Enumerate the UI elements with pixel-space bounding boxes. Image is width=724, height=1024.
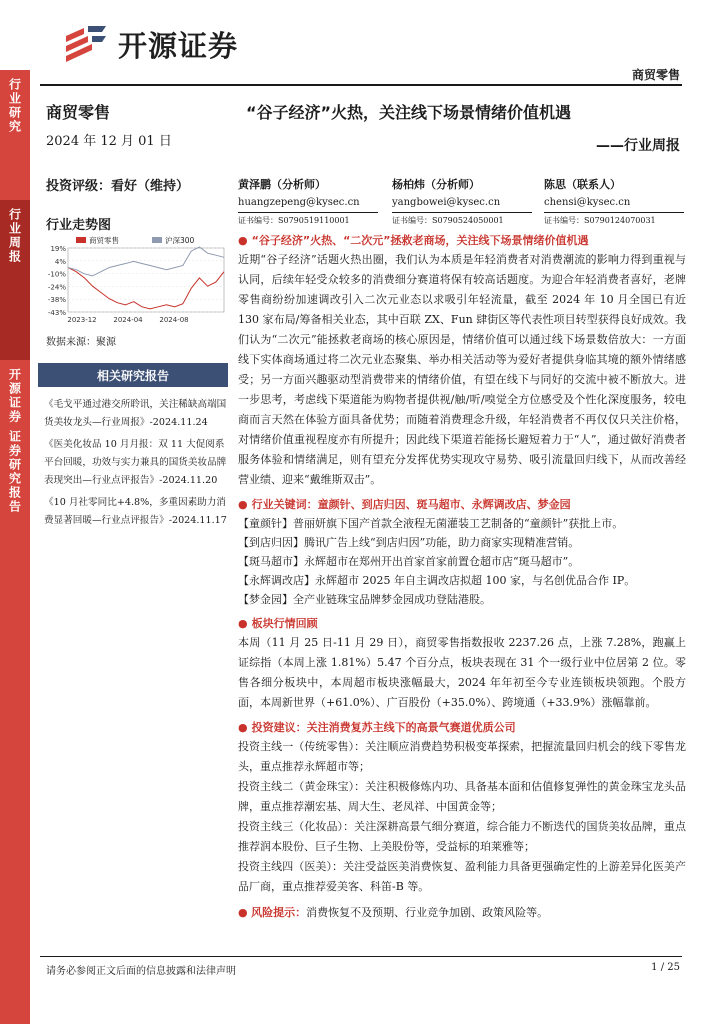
bullet-icon: ● xyxy=(238,498,248,511)
side-label-research: 行业研究 xyxy=(0,70,30,200)
chart-frame xyxy=(68,248,224,312)
main-title: “谷子经济”火热，关注线下场景情绪价值机遇 xyxy=(246,103,572,122)
trend-chart xyxy=(38,234,228,328)
x-tick-label: 2023-12 xyxy=(67,316,97,324)
bullet-icon: ● xyxy=(238,234,248,247)
keyword-item: 【永辉调改店】永辉超市 2025 年自主调改店拟超 100 家，与名创优品合作 IP。 xyxy=(238,574,636,587)
legend-label: 沪深300 xyxy=(165,236,195,245)
legend-swatch xyxy=(152,237,162,243)
logo xyxy=(62,22,282,66)
section-paragraph: 近期“谷子经济”话题火热出圈，我们认为本质是年轻消费者对消费潮流的影响力得到重视与认同，后续年轻受众较多的消费细分赛道将保有较高话题度。为迎合年轻消费者喜好，老牌零售商纷纷加速调改引入二次元业态以求吸引年轻流量，截至 2024 年 10 月全国已有近 130 家布局/筹备相关业态，其中百联 ZX、Fun 肆街区等代表性项目转型获得良好成效。我们认为“二次元”能拯救老商场的核心原因是，情绪价值可以通过线下场景数倍放大：一方面线下实体商场通过将二次元业态聚集、举办相关活动等为爱好者提供身临其境的额外情绪感受；另一方面兴趣驱动型消费带来的情绪价值，有望在线下与同好的交流中被不断放大。进一步思考，考虑线下渠道能为购物者提供视/触/听/嗅觉全方位感受及个性化深度服务，较电商而言天然在体验方面具备优势；而随着消费理念升级，年轻消费者不再仅仅只关注价格，对情绪价值重视程度亦有所提升；因此线下渠道若能扬长避短着力于“人”，通过做好消费者服务体验和情绪满足，则有望充分发挥优势实现攻守易势、吸引流量回归线下，从而改善经营业绩、迎来“戴维斯双击”。 xyxy=(238,253,686,486)
analyst-card xyxy=(238,176,378,226)
legend-label: 商贸零售 xyxy=(89,236,119,245)
y-tick-label: 4% xyxy=(54,257,66,266)
report-body xyxy=(238,232,686,923)
legend-swatch xyxy=(76,237,86,243)
analyst-email[interactable]: chensi@kysec.cn xyxy=(544,197,631,208)
research-item[interactable]: 《10 月社零同比+4.8%，多重因素助力消费显著回暖—行业点评报告》-2024.11.17 xyxy=(44,497,227,526)
investment-line: 投资主线一（传统零售）：关注顺应消费趋势积极变革探索，把握流量回归机会的线下零售龙头，重点推荐永辉超市等； xyxy=(238,740,686,773)
header-divider xyxy=(40,84,682,86)
analyst-divider xyxy=(238,212,378,213)
keyword-item: 【梦金园】全产业链珠宝品牌梦金园成功登陆港股。 xyxy=(238,593,491,606)
analyst-name: 黄泽鹏（分析师） xyxy=(238,178,326,191)
research-item[interactable]: 《医美化妆品 10 月月报：双 11 大促阅系平台回暖，功效与实力兼具的国货美妆品牌表现突出—行业点评报告》-2024.11.20 xyxy=(44,439,227,486)
investment-rating: 投资评级：看好（维持） xyxy=(46,179,190,194)
analyst-cert: 证书编号：S0790124070031 xyxy=(544,216,656,225)
keyword-item: 【童颜针】普丽妍旗下国产首款全液程无菌灌装工艺制备的“童颜针”获批上市。 xyxy=(238,517,624,530)
analyst-card xyxy=(392,176,532,226)
y-tick-label: -43% xyxy=(47,309,66,317)
series-line-hs300 xyxy=(68,247,224,276)
bullet-icon: ● xyxy=(238,906,252,919)
risk-warning: ● 风险提示：消费恢复不及预期、行业竞争加剧、政策风险等。 xyxy=(238,906,549,919)
report-date: 2024 年 12 月 01 日 xyxy=(46,134,172,149)
related-research-header: 相关研究报告 xyxy=(38,363,228,387)
y-tick-label: -10% xyxy=(47,270,66,279)
y-tick-label: -24% xyxy=(47,283,66,292)
analyst-card xyxy=(544,176,684,226)
header-category: 商贸零售 xyxy=(631,68,680,82)
y-tick-label: -38% xyxy=(47,296,66,305)
bullet-icon: ● xyxy=(238,721,248,734)
investment-line: 投资主线二（黄金珠宝）：关注积极修炼内功、具备基本面和估值修复弹性的黄金珠宝龙头品牌，重点推荐潮宏基、周大生、老凤祥、中国黄金等； xyxy=(238,780,686,813)
keyword-item: 【到店归因】腾讯广告上线“到店归因”功能，助力商家实现精准营销。 xyxy=(238,536,580,549)
side-label-weekly: 行业周报 xyxy=(0,200,30,360)
keyword-item: 【斑马超市】永辉超市在郑州开出首家首家前置仓超市店“斑马超市”。 xyxy=(238,555,580,568)
footer-divider xyxy=(40,956,682,957)
section-heading: ● 投资建议：关注消费复苏主线下的高景气赛道优质公司 xyxy=(238,721,516,734)
section-heading: ● 行业关键词：童颜针、到店归因、斑马超市、永辉调改店、梦金园 xyxy=(238,498,571,511)
analyst-email[interactable]: huangzepeng@kysec.cn xyxy=(238,197,360,208)
analyst-cert: 证书编号：S0790524050001 xyxy=(392,216,504,225)
section-heading: ● 板块行情回顾 xyxy=(238,617,318,630)
category-title: 商贸零售 xyxy=(46,103,111,122)
x-tick-label: 2024-08 xyxy=(159,316,189,324)
section-paragraph: 本周（11 月 25 日-11 月 29 日），商贸零售指数报收 2237.26 点，上涨 7.28%，跑赢上证综指（本周上涨 1.81%）5.47 个百分点，板块表现在 31 个一级行业中位居第 2 位。零售各细分板块中，本周超市板块涨幅最大，2024 年年初至今专业连锁板块领跑。个股方面，本周新世界（+61.0%）、广百股份（+35.0%）、跨境通（+33.9%）涨幅靠前。 xyxy=(238,636,686,709)
side-bar xyxy=(0,70,30,1024)
investment-line: 投资主线三（化妆品）：关注深耕高景气细分赛道，综合能力不断迭代的国货美妆品牌，重点推荐润本股份、巨子生物、上美股份等，受益标的珀莱雅等； xyxy=(238,820,686,853)
x-tick-label: 2024-04 xyxy=(113,316,143,324)
section-heading: ● “谷子经济”火热、“二次元”拯救老商场，关注线下场景情绪价值机遇 xyxy=(238,234,589,247)
logo-mark-icon xyxy=(62,22,110,66)
bullet-icon: ● xyxy=(238,617,248,630)
related-research-list xyxy=(44,396,228,534)
analyst-divider xyxy=(544,212,684,213)
side-label-brand: 开源证券 证券研究报告 xyxy=(0,360,30,1024)
sub-title: ——行业周报 xyxy=(596,138,680,154)
analyst-divider xyxy=(392,212,532,213)
investment-line: 投资主线四（医美）：关注受益医美消费恢复、盈利能力具备更强确定性的上游差异化医美产品厂商，重点推荐爱美客、科笛-B 等。 xyxy=(238,860,686,893)
trend-title: 行业走势图 xyxy=(46,218,112,233)
analyst-cert: 证书编号：S0790519110001 xyxy=(238,216,350,225)
analyst-name: 杨柏炜（分析师） xyxy=(392,178,480,191)
logo-text: 开源证券 xyxy=(118,29,239,63)
y-tick-label: 19% xyxy=(50,245,66,253)
footer-disclaimer: 请务必参阅正文后面的信息披露和法律声明 xyxy=(46,966,236,977)
analyst-name: 陈思（联系人） xyxy=(544,178,621,191)
data-source: 数据来源：聚源 xyxy=(46,337,116,348)
research-item[interactable]: 《毛戈平通过港交所聆讯，关注稀缺高端国货美妆龙头—行业周报》-2024.11.24 xyxy=(44,399,227,428)
analyst-email[interactable]: yangbowei@kysec.cn xyxy=(392,197,501,208)
page-number: 1 / 25 xyxy=(651,962,680,973)
